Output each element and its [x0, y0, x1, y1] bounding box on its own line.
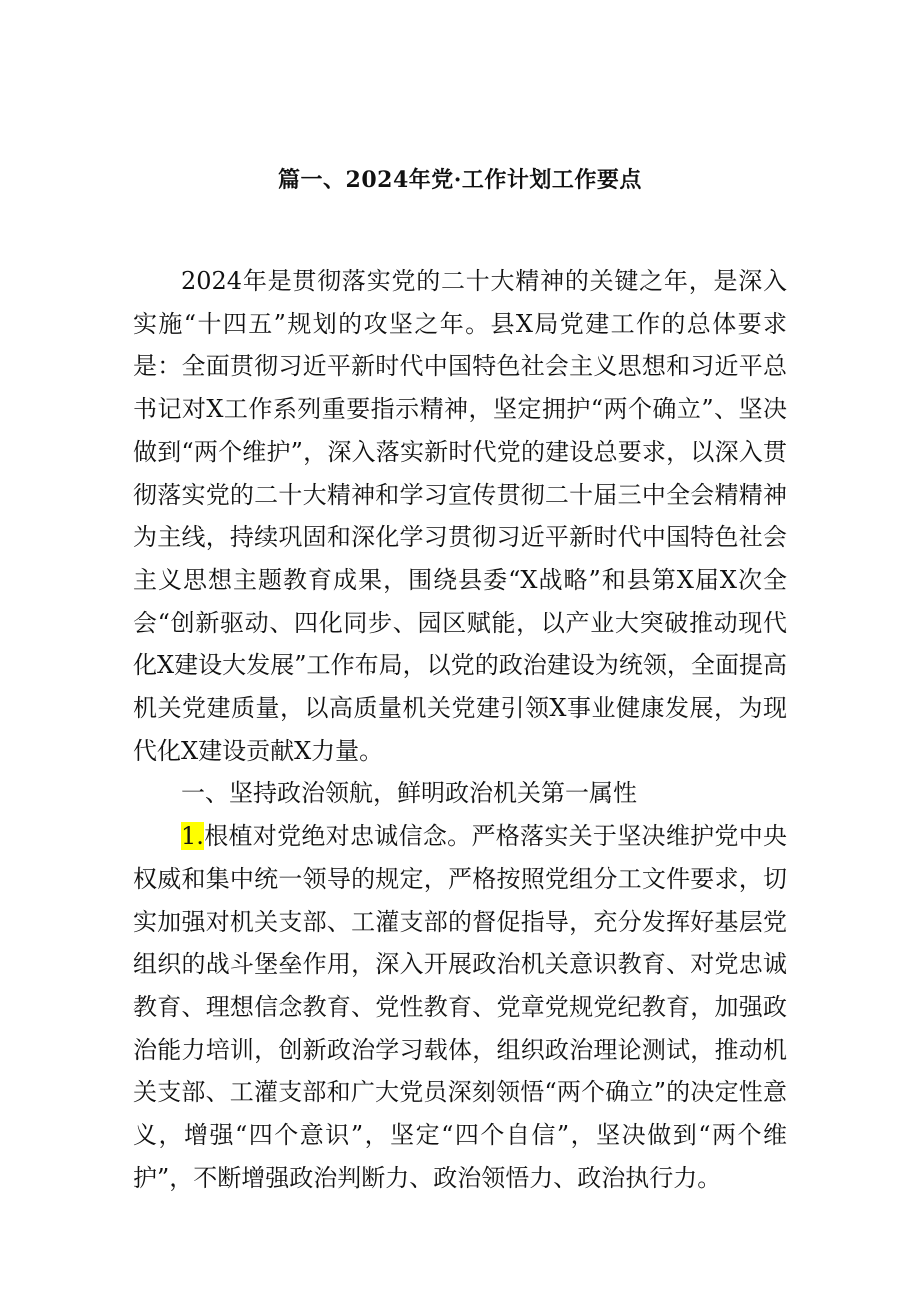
intro-paragraph: 2024年是贯彻落实党的二十大精神的关键之年，是深入实施“十四五”规划的攻坚之年。县X局党建工作的总体要求是：全面贯彻习近平新时代中国特色社会主义思想和习近平总书记对X工作系列重要指示精神，坚定拥护“两个确立”、坚决做到“两个维护”，深入落实新时代党的建设总要求，以深入贯彻落实党的二十大精神和学习宣传贯彻二十届三中全会精精神为主线，持续巩固和深化学习贯彻习近平新时代中国特色社会主义思想主题教育成果，围绕县委“X战略”和县第X届X次全会“创新驱动、四化同步、园区赋能，以产业大突破推动现代化X建设大发展”工作布局，以党的政治建设为统领，全面提高机关党建质量，以高质量机关党建引领X事业健康发展，为现代化X建设贡献X力量。 — [133, 267, 787, 765]
document-body — [133, 260, 787, 1199]
item-number-highlight: 1. — [181, 822, 204, 851]
document-title: 篇一、2024年党·工作计划工作要点 — [278, 167, 642, 193]
item-paragraph — [133, 815, 787, 1199]
item-text: 根植对党绝对忠诚信念。严格落实关于坚决维护党中央权威和集中统一领导的规定，严格按照党组分工文件要求，切实加强对机关支部、工灌支部的督促指导，充分发挥好基层党组织的战斗堡垒作用，深入开展政治机关意识教育、对党忠诚教育、理想信念教育、党性教育、党章党规党纪教育，加强政治能力培训，创新政治学习载体，组织政治理论测试，推动机关支部、工灌支部和广大党员深刻领悟“两个确立”的决定性意义，增强“四个意识”，坚定“四个自信”，坚决做到“两个维护”，不断增强政治判断力、政治领悟力、政治执行力。 — [133, 822, 787, 1192]
section-heading: 一、坚持政治领航，鲜明政治机关第一属性 — [181, 779, 637, 808]
